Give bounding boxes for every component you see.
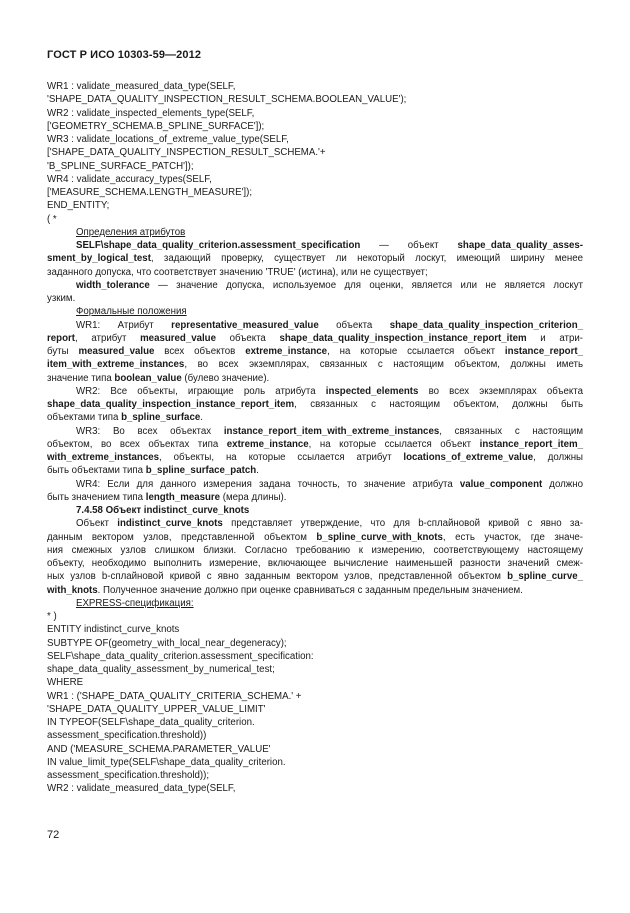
code-line: ['MEASURE_SCHEMA.LENGTH_MEASURE']); [47, 187, 253, 198]
section-title: 7.4.58 Объект indistinct_curve_knots [76, 505, 250, 516]
paragraph-line: item_with_extreme_instances, во всех экземплярах, связанных с настоящим объектом, должны иметь [47, 359, 583, 371]
code-line: WHERE [47, 677, 84, 689]
paragraph-line: shape_data_quality_inspection_instance_report_item, связанных с настоящим объектом, должны быть [47, 399, 583, 410]
paragraph-line: WR4: Если для данного измерения задана точность, то значение атрибута value_component должно [76, 478, 583, 490]
paragraph-line: ных узлов b-сплайновой кривой с явно заданным вектором узлов, представленной объектом b_spline_curve_ [47, 571, 583, 583]
paragraph-line: заданного допуска, что соответствует значению 'TRUE' (истина), или не существует; [47, 266, 428, 278]
code-line: assessment_specification.threshold)); [47, 770, 210, 781]
standard-header: ГОСТ Р ИСО 10303-59—2012 [47, 49, 202, 61]
paragraph-line: with_extreme_instances, объекты, на которые ссылается атрибут locations_of_extreme_value, должны [47, 452, 584, 463]
paragraph-line: WR1: Атрибут representative_measured_value объекта shape_data_quality_inspection_criterion_ [76, 319, 583, 331]
code-line: AND ('MEASURE_SCHEMA.PARAMETER_VALUE' [47, 743, 271, 755]
paragraph-line: объектами типа b_spline_surface. [47, 412, 203, 424]
code-line: WR1 : validate_measured_data_type(SELF, [47, 81, 236, 92]
code-line: assessment_specification.threshold)) [47, 730, 207, 742]
code-line: ['SHAPE_DATA_QUALITY_INSPECTION_RESULT_SCHEMA.'+ [47, 147, 326, 159]
formal-heading: Формальные положения [76, 306, 187, 318]
code-line: IN value_limit_type(SELF\shape_data_quality_criterion. [47, 756, 286, 768]
paragraph-line: SELF\shape_data_quality_criterion.assessment_specification — объект shape_data_quality_asses- [76, 240, 583, 251]
paragraph-line: ния смежных узлов слишком близки. Согласно требованию к измерению, соответствующему настоящему [47, 544, 583, 556]
code-line: SELF\shape_data_quality_criterion.assessment_specification: [47, 650, 314, 662]
paragraph-line: объекту, необходимо выполнить измерение, включающее вычисление наименьшей разности значений смеж- [47, 558, 583, 569]
code-line: IN TYPEOF(SELF\shape_data_quality_criterion. [47, 717, 255, 728]
express-heading: EXPRESS-спецификация: [76, 597, 194, 609]
code-line: WR2 : validate_measured_data_type(SELF, [47, 783, 236, 795]
code-line: END_ENTITY; [47, 200, 110, 212]
paragraph-line: width_tolerance — значение допуска, используемое для оценки, является или не является лоскут [76, 279, 583, 291]
code-line: ( * [47, 213, 57, 225]
paragraph-line: объектом, во всех объектах типа extreme_instance, на которые ссылается объект instance_report_item_ [47, 438, 583, 450]
paragraph-line: WR3: Во всех объектах instance_report_item_with_extreme_instances, связанных с настоящим [76, 425, 583, 437]
code-line: WR3 : validate_locations_of_extreme_value_type(SELF, [47, 134, 289, 145]
code-line: shape_data_quality_assessment_by_numerical_test; [47, 664, 275, 675]
document-body [47, 80, 583, 796]
paragraph-line: быть объектами типа b_spline_surface_patch. [47, 465, 259, 477]
paragraph-line: Объект indistinct_curve_knots представляет утверждение, что для b-сплайновой кривой с явно за- [76, 518, 583, 530]
paragraph-line: report, атрибут measured_value объекта shape_data_quality_inspection_instance_report_item и атри- [47, 332, 583, 344]
paragraph-line: буты measured_value всех объектов extreme_instance, на которые ссылается объект instance_report_ [47, 346, 583, 357]
paragraph-line: быть значением типа length_measure (мера длины). [47, 491, 287, 503]
paragraph-line: WR2: Все объекты, играющие роль атрибута inspected_elements во всех экземплярах объекта [76, 385, 583, 397]
code-line: WR1 : ('SHAPE_DATA_QUALITY_CRITERIA_SCHEMA.' + [47, 690, 302, 702]
paragraph-line: значение типа boolean_value (булево значение). [47, 372, 270, 384]
code-line: SUBTYPE OF(geometry_with_local_near_degeneracy); [47, 637, 287, 649]
code-line: ['GEOMETRY_SCHEMA.B_SPLINE_SURFACE']); [47, 120, 265, 132]
code-line: ENTITY indistinct_curve_knots [47, 624, 180, 636]
code-line: WR2 : validate_inspected_elements_type(SELF, [47, 107, 255, 119]
paragraph-line: with_knots. Полученное значение должно при оценке сравниваться с заданным предельным значением. [47, 584, 523, 596]
page-number: 72 [47, 829, 60, 841]
code-line: 'SHAPE_DATA_QUALITY_INSPECTION_RESULT_SCHEMA.BOOLEAN_VALUE'); [47, 94, 407, 106]
paragraph-line: данным вектором узлов, представленной объектом b_spline_curve_with_knots, есть участок, где значе- [47, 531, 583, 543]
paragraph-line: узким. [47, 293, 76, 304]
code-line: 'SHAPE_DATA_QUALITY_UPPER_VALUE_LIMIT' [47, 703, 266, 715]
code-line: WR4 : validate_accuracy_types(SELF, [47, 173, 212, 185]
code-line: * ) [47, 611, 57, 622]
paragraph-line: sment_by_logical_test, задающий проверку, существует ли некоторый лоскут, имеющий ширину менее [47, 253, 583, 265]
code-line: 'B_SPLINE_SURFACE_PATCH']); [47, 160, 194, 172]
attributes-heading: Определения атрибутов [76, 226, 186, 238]
